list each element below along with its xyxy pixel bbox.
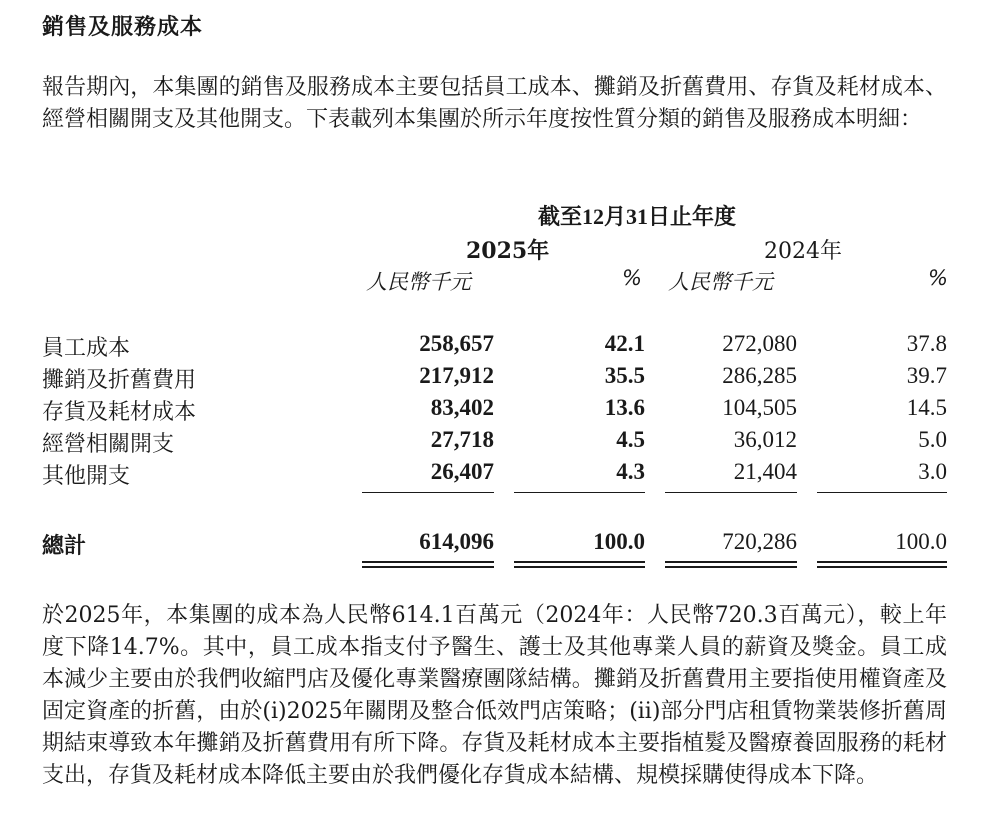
- value-2024: 104,505: [722, 395, 797, 420]
- table-row: [42, 427, 947, 459]
- table-row: [42, 395, 947, 427]
- total-double-rule: [817, 561, 947, 563]
- conclusion-paragraph: 於2025年，本集團的成本為人民幣614.1百萬元（2024年：人民幣720.3百萬元），較上年度下降14.7%。其中，員工成本指支付予醫生、護士及其他專業人員的薪資及獎金。員工成本減少主要由於我們收縮門店及優化專業醫療團隊結構。攤銷及折舊費用主要指使用權資產及固定資產的折舊，由於(i)2025年關閉及整合低效門店策略；(ii)部分門店租賃物業裝修折舊周期結束導致本年攤銷及折舊費用有所下降。存貨及耗材成本主要指植髮及醫療養固服務的耗材支出，存貨及耗材成本降低主要由於我們優化存貨成本結構、規模採購使得成本下降。: [42, 603, 947, 788]
- unit-header-prior: 人民幣千元: [668, 270, 773, 294]
- total-double-rule: [514, 566, 645, 568]
- total-double-rule: [665, 561, 797, 563]
- intro-paragraph: 報告期內，本集團的銷售及服務成本主要包括員工成本、攤銷及折舊費用、存貨及耗材成本、經營相關開支及其他開支。下表載列本集團於所示年度按性質分類的銷售及服務成本明細：: [42, 75, 947, 132]
- pct-2025: 13.6: [604, 395, 645, 420]
- period-header: 截至12月31日止年度: [538, 204, 737, 229]
- subtotal-rule: [817, 492, 947, 493]
- total-label: 總計: [42, 534, 87, 559]
- pct-2024: 14.5: [906, 395, 947, 420]
- subtotal-rule: [362, 492, 494, 493]
- total-double-rule: [362, 566, 494, 568]
- total-2024: 720,286: [722, 529, 797, 554]
- pct-2024: 39.7: [906, 363, 947, 388]
- value-2025: 217,912: [419, 363, 494, 388]
- value-2025: 258,657: [419, 331, 494, 356]
- total-double-rule: [514, 561, 645, 563]
- value-2024: 286,285: [722, 363, 797, 388]
- table-row: [42, 459, 947, 491]
- unit-header-current: 人民幣千元: [366, 270, 471, 294]
- pct-2025: 35.5: [604, 363, 645, 388]
- total-pct-2025: 100.0: [593, 529, 645, 554]
- pct-2024: 5.0: [918, 427, 947, 452]
- value-2025: 26,407: [430, 459, 494, 484]
- year-current-header: 2025年: [466, 238, 550, 264]
- pct-2025: 4.3: [616, 459, 645, 484]
- section-heading: 銷售及服務成本: [42, 15, 204, 40]
- total-double-rule: [362, 561, 494, 563]
- total-double-rule: [817, 566, 947, 568]
- pct-header-prior: %: [928, 266, 948, 290]
- row-label: 經營相關開支: [42, 432, 175, 457]
- pct-2024: 3.0: [918, 459, 947, 484]
- row-label: 攤銷及折舊費用: [42, 368, 197, 393]
- pct-header-current: %: [622, 266, 642, 290]
- row-label: 員工成本: [42, 336, 131, 361]
- value-2025: 83,402: [430, 395, 494, 420]
- pct-2025: 42.1: [604, 331, 645, 356]
- value-2024: 21,404: [733, 459, 797, 484]
- table-row: [42, 363, 947, 395]
- row-label: 存貨及耗材成本: [42, 400, 197, 425]
- total-2025: 614,096: [419, 529, 494, 554]
- total-double-rule: [665, 566, 797, 568]
- subtotal-rule: [514, 492, 645, 493]
- total-row: [42, 529, 947, 561]
- value-2024: 36,012: [733, 427, 797, 452]
- row-label: 其他開支: [42, 464, 131, 489]
- value-2025: 27,718: [430, 427, 494, 452]
- subtotal-rule: [665, 492, 797, 493]
- year-prior-header: 2024年: [764, 239, 842, 264]
- value-2024: 272,080: [722, 331, 797, 356]
- total-pct-2024: 100.0: [895, 529, 947, 554]
- pct-2025: 4.5: [616, 427, 645, 452]
- table-row: [42, 331, 947, 363]
- pct-2024: 37.8: [906, 331, 947, 356]
